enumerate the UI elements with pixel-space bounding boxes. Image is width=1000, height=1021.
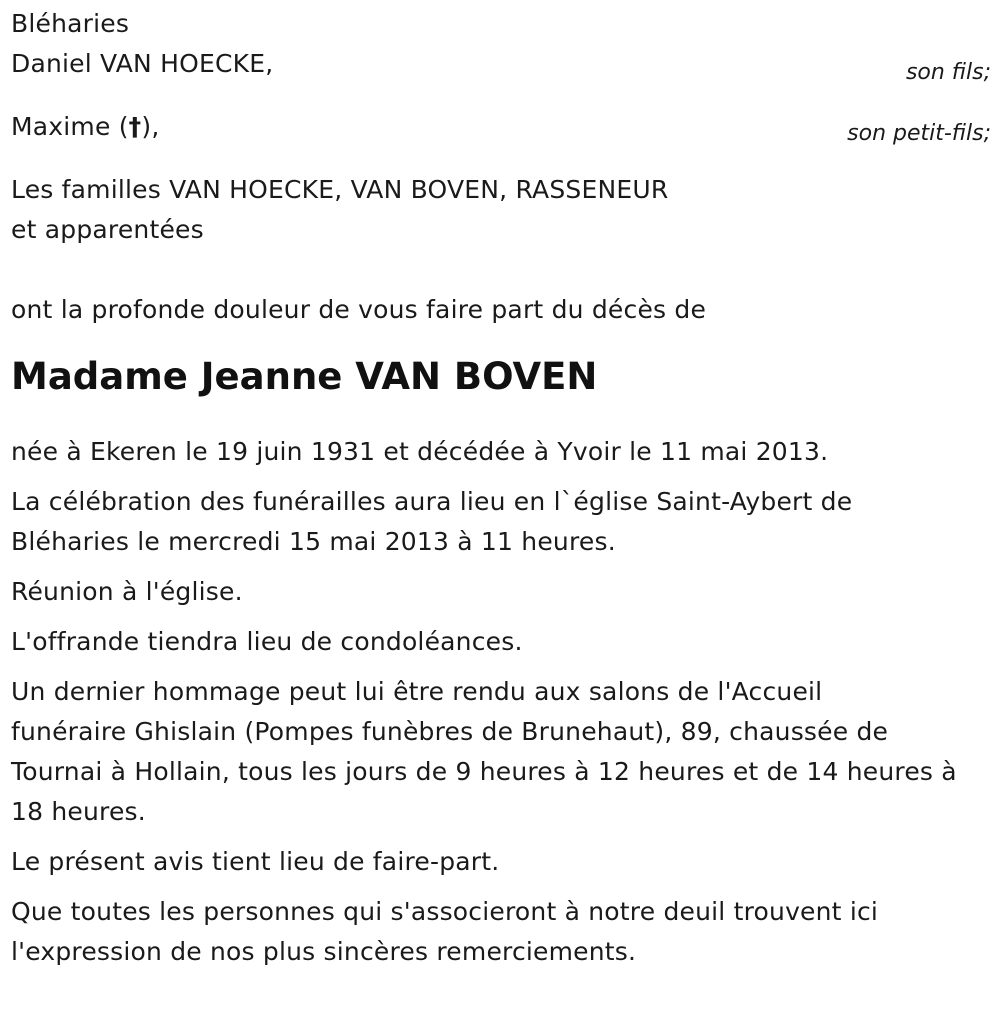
cross-icon: † — [128, 112, 142, 141]
meeting-paragraph — [11, 572, 991, 612]
paragraph-line: funéraire Ghislain (Pompes funèbres de Brunehaut), 89, chaussée de — [11, 717, 889, 746]
paragraph-line: Un dernier hommage peut lui être rendu aux salons de l'Accueil — [11, 677, 823, 706]
thanks-paragraph — [11, 892, 991, 972]
obituary-notice — [11, 4, 991, 982]
relative-relation: son fils; — [905, 60, 991, 85]
paragraph-line: 18 heures. — [11, 797, 146, 826]
relative-name-start: Maxime ( — [11, 112, 129, 141]
offering-paragraph — [11, 622, 991, 662]
funeral-paragraph — [11, 482, 991, 562]
paragraph-line: l'expression de nos plus sincères remerciements. — [11, 937, 637, 966]
families-line: et apparentées — [11, 215, 204, 244]
relative-name-end: ), — [141, 112, 160, 141]
paragraph-line: Réunion à l'église. — [11, 577, 243, 606]
homage-paragraph — [11, 672, 991, 832]
deceased-name: Madame Jeanne VAN BOVEN — [11, 355, 598, 398]
paragraph-line: L'offrande tiendra lieu de condoléances. — [11, 627, 523, 656]
paragraph-line: Que toutes les personnes qui s'associeront à notre deuil trouvent ici — [11, 897, 879, 926]
place-name: Bléharies — [11, 9, 130, 38]
families-line: Les familles VAN HOECKE, VAN BOVEN, RASSENEUR — [11, 175, 669, 204]
notice-paragraph — [11, 842, 991, 882]
announcement-text: ont la profonde douleur de vous faire part du décès de — [11, 295, 707, 324]
relative-entry — [11, 107, 991, 147]
relative-name: Daniel VAN HOECKE, — [11, 49, 274, 78]
paragraph-line: Tournai à Hollain, tous les jours de 9 heures à 12 heures et de 14 heures à — [11, 757, 957, 786]
relative-entry — [11, 44, 991, 84]
relative-relation: son petit-fils; — [847, 121, 991, 146]
paragraph-line: Le présent avis tient lieu de faire-part. — [11, 847, 500, 876]
paragraph-line: La célébration des funérailles aura lieu en l`église Saint-Aybert de — [11, 487, 853, 516]
paragraph-line: née à Ekeren le 19 juin 1931 et décédée à Yvoir le 11 mai 2013. — [11, 437, 829, 466]
paragraph-line: Bléharies le mercredi 15 mai 2013 à 11 heures. — [11, 527, 616, 556]
birth-death-paragraph — [11, 432, 991, 472]
relative-name — [11, 107, 991, 147]
